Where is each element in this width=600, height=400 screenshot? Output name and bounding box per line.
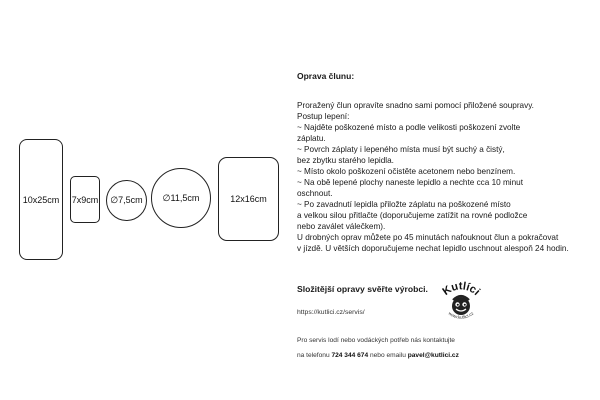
instruction-line: Proražený člun opravíte snadno sami pomocí přiložené soupravy.: [297, 101, 534, 110]
instruction-line: ~ Najděte poškozené místo a podle velikosti poškození zvolte: [297, 123, 521, 132]
email-address[interactable]: pavel@kutlici.cz: [407, 352, 459, 359]
service-note: Pro servis lodí nebo vodáckých potřeb nás kontaktujte: [297, 337, 455, 344]
instruction-line: bez zbytku starého lepidla.: [297, 156, 394, 165]
phone-number[interactable]: 724 344 674: [331, 352, 369, 359]
patch-label: 10x25cm: [22, 194, 60, 205]
repair-instructions: [297, 100, 569, 254]
instruction-line: ~ Povrch záplaty i lepeného místa musí být suchý a čistý,: [297, 145, 505, 154]
instruction-line: ~ Místo okolo poškození očistěte acetonem nebo benzínem.: [297, 167, 516, 176]
patch-label: 12x16cm: [230, 194, 267, 204]
instruction-line: záplatu.: [297, 134, 326, 143]
instruction-line: U drobných oprav můžete po 45 minutách nafouknout člun a pokračovat: [297, 233, 559, 242]
patch-label: 7x9cm: [71, 194, 99, 205]
instruction-line: ~ Po zavadnutí lepidla přiložte záplatu na poškozené místo: [297, 200, 511, 209]
phone-prefix: na telefonu: [297, 352, 332, 359]
patch-circle-11-5: [151, 168, 211, 228]
repair-title: Oprava člunu:: [297, 71, 355, 81]
service-link[interactable]: https://kutlici.cz/servis/: [297, 309, 365, 316]
logo-text: Kutlíci: [440, 280, 483, 299]
patch-label: ∅11,5cm: [162, 192, 200, 203]
patch-12x16: [218, 157, 279, 241]
logo-url: www.kutlici.cz: [447, 310, 475, 320]
patch-circle-7-5: [106, 180, 147, 221]
instruction-line: ~ Na obě lepené plochy naneste lepidlo a nechte cca 10 minut: [297, 178, 523, 187]
contact-line: [297, 350, 459, 361]
instruction-line: Postup lepení:: [297, 112, 350, 121]
kutlici-logo: [431, 270, 491, 330]
instruction-line: a velkou silou přitlačte (doporučujeme zatížit na rovné podložce: [297, 211, 528, 220]
instruction-line: nebo zaválet válečkem).: [297, 222, 386, 231]
email-prefix: nebo emailu: [368, 352, 408, 359]
instruction-line: v jízdě. U větších doporučujeme nechat lepidlo uschnout alespoň 24 hodin.: [297, 244, 569, 253]
patch-label: ∅7,5cm: [110, 195, 143, 205]
patch-7x9: [70, 176, 100, 223]
patch-10x25: [19, 139, 63, 260]
service-heading: Složitější opravy svěřte výrobci.: [297, 284, 428, 294]
instruction-line: oschnout.: [297, 189, 333, 198]
